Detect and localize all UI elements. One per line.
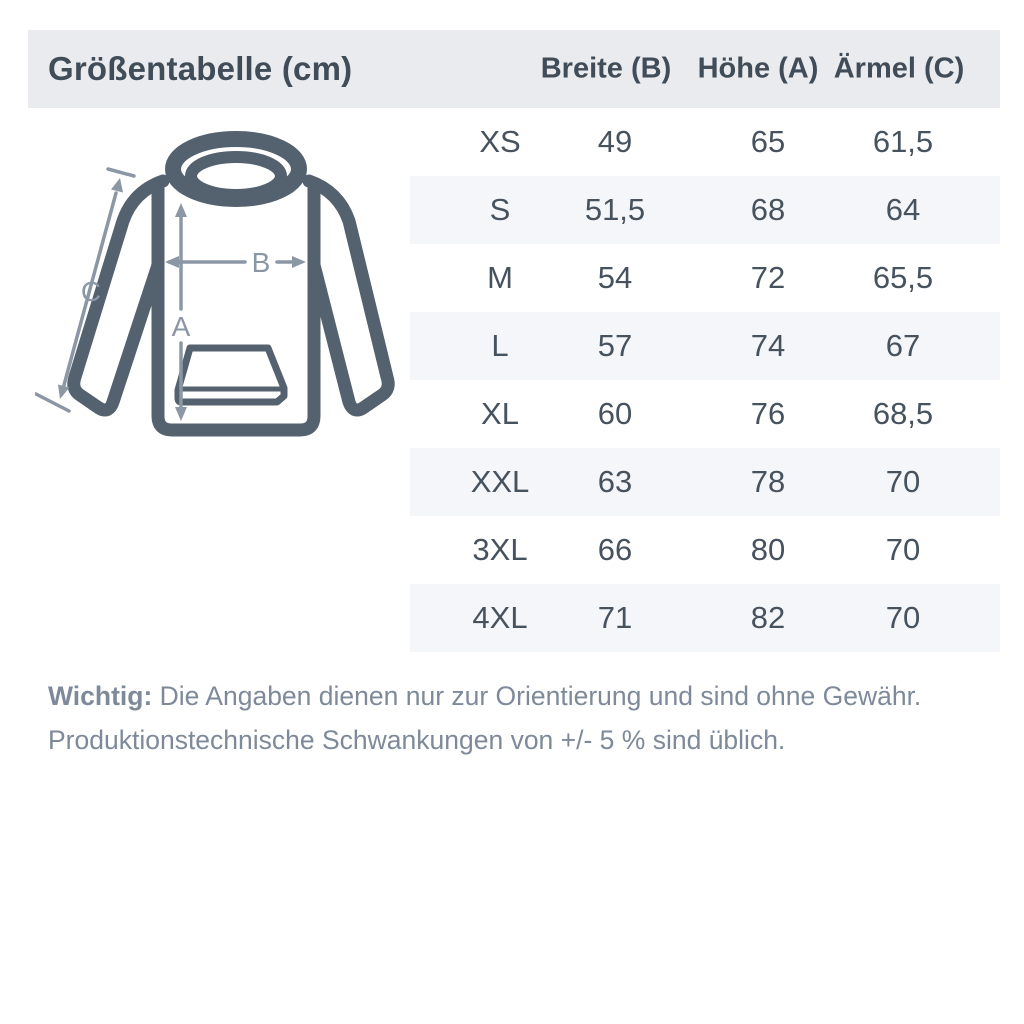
hoodie-measurement-diagram — [35, 125, 400, 455]
size-label: S — [489, 192, 511, 227]
aermel-value: 70 — [885, 464, 921, 499]
size-label: L — [491, 328, 509, 363]
breite-value: 54 — [597, 260, 633, 295]
breite-value: 66 — [597, 532, 633, 567]
hoehe-value: 74 — [750, 328, 786, 363]
column-header-aermel: Ärmel (C) — [833, 52, 965, 85]
table-row — [410, 312, 1000, 380]
measure-arrow-b-icon — [165, 256, 306, 268]
hoehe-value: 68 — [750, 192, 786, 227]
size-table — [410, 108, 1000, 652]
breite-value: 63 — [597, 464, 633, 499]
breite-value: 51,5 — [584, 192, 646, 227]
table-row — [410, 108, 1000, 176]
column-header-breite: Breite (B) — [540, 52, 672, 85]
measure-label-a: A — [171, 311, 191, 342]
aermel-value: 70 — [885, 532, 921, 567]
aermel-value: 70 — [885, 600, 921, 635]
aermel-value: 67 — [885, 328, 921, 363]
table-row — [410, 516, 1000, 584]
page-title: Größentabelle (cm) — [48, 50, 353, 87]
hoehe-value: 78 — [750, 464, 786, 499]
disclaimer-note — [48, 674, 988, 762]
table-row — [410, 244, 1000, 312]
table-header — [28, 30, 1000, 108]
hoehe-value: 80 — [750, 532, 786, 567]
table-row — [410, 448, 1000, 516]
important-label: Wichtig: — [48, 681, 153, 711]
aermel-value: 64 — [885, 192, 921, 227]
breite-value: 60 — [597, 396, 633, 431]
hoehe-value: 65 — [750, 124, 786, 159]
table-row — [410, 176, 1000, 244]
size-label: 3XL — [472, 532, 528, 567]
aermel-value: 65,5 — [872, 260, 934, 295]
measure-label-b: B — [251, 247, 271, 278]
aermel-value: 61,5 — [872, 124, 934, 159]
size-label: 4XL — [472, 600, 528, 635]
breite-value: 57 — [597, 328, 633, 363]
disclaimer-line-1 — [48, 674, 988, 718]
table-row — [410, 380, 1000, 448]
hoehe-value: 82 — [750, 600, 786, 635]
table-row — [410, 584, 1000, 652]
breite-value: 49 — [597, 124, 633, 159]
column-header-hoehe: Höhe (A) — [697, 52, 819, 85]
hoehe-value: 76 — [750, 396, 786, 431]
size-label: XXL — [470, 464, 530, 499]
measure-label-c: C — [80, 276, 102, 307]
breite-value: 71 — [597, 600, 633, 635]
hoehe-value: 72 — [750, 260, 786, 295]
disclaimer-text-1: Die Angaben dienen nur zur Orientierung und sind ohne Gewähr. — [152, 681, 922, 711]
aermel-value: 68,5 — [872, 396, 934, 431]
size-label: XL — [481, 396, 519, 431]
disclaimer-line-2: Produktionstechnische Schwankungen von +/- 5 % sind üblich. — [48, 725, 786, 755]
size-label: XS — [479, 124, 521, 159]
size-label: M — [487, 260, 513, 295]
